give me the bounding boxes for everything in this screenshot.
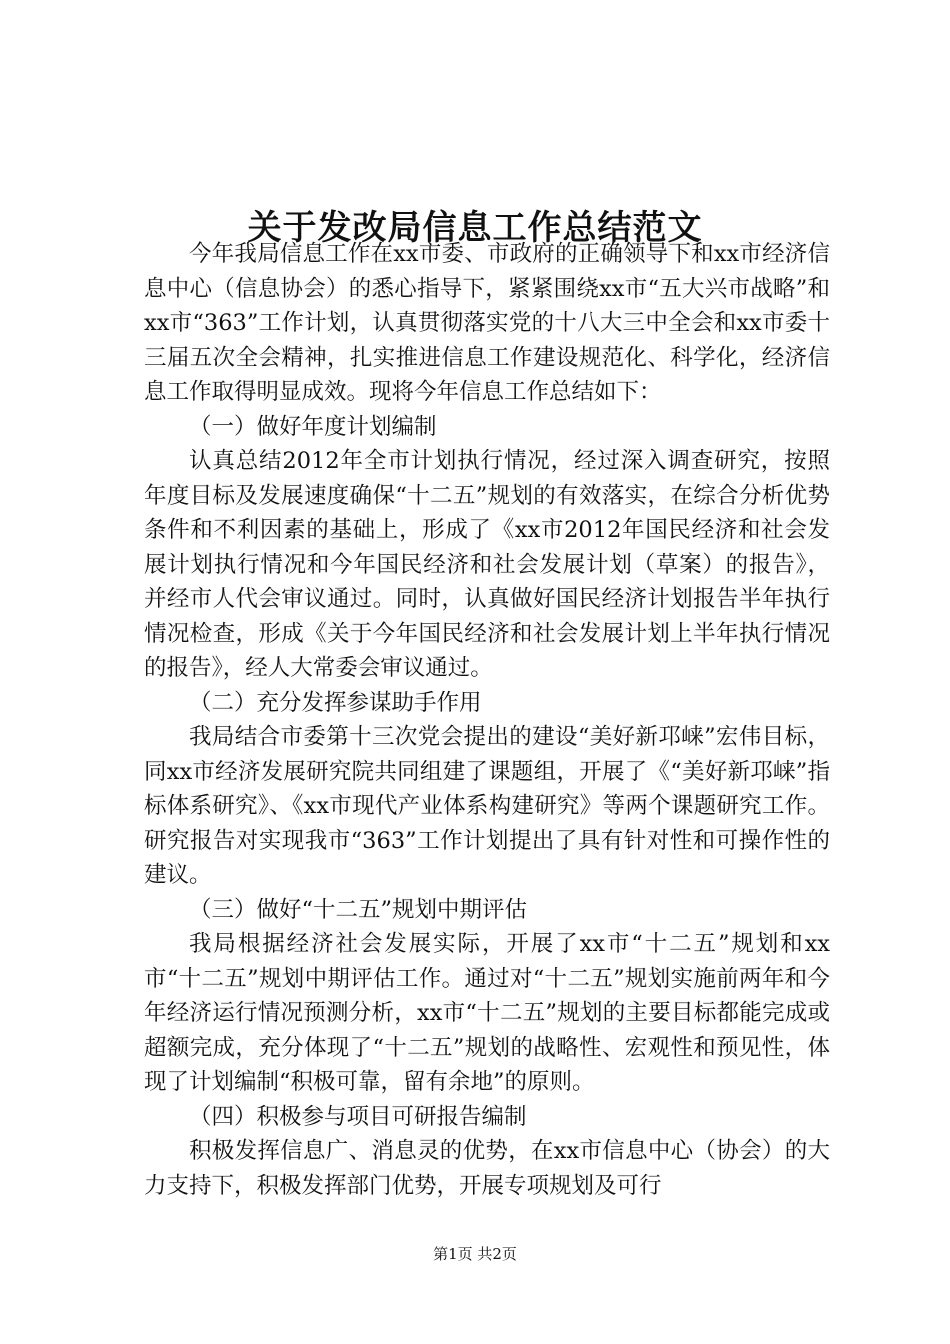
section-paragraph-4: 积极发挥信息广、消息灵的优势，在xx市信息中心（协会）的大力支持下，积极发挥部门优势，开展专项规划及可行: [144, 1138, 830, 1199]
page-footer: 第1页 共2页: [433, 1245, 517, 1263]
section-heading-3: （三）做好“十二五”规划中期评估: [189, 896, 528, 923]
section-paragraph-3: 我局根据经济社会发展实际，开展了xx市“十二五”规划和xx市“十二五”规划中期评估工作。通过对“十二五”规划实施前两年和今年经济运行情况预测分析，xx市“十二五”规划的主要目标都能完成或超额完成，充分体现了“十二五”规划的战略性、宏观性和预见性，体现了计划编制“积极可靠，留有余地”的原则。: [144, 931, 830, 1095]
document-body: [144, 237, 830, 1203]
section-heading-2: （二）充分发挥参谋助手作用: [189, 689, 482, 716]
section-paragraph-2: 我局结合市委第十三次党会提出的建设“美好新邛崃”宏伟目标，同xx市经济发展研究院共同组建了课题组，开展了《“美好新邛崃”指标体系研究》、《xx市现代产业体系构建研究》等两个课题研究工作。研究报告对实现我市“363”工作计划提出了具有针对性和可操作性的建议。: [144, 724, 830, 888]
document-title: 关于发改局信息工作总结范文: [247, 207, 703, 248]
section-heading-4: （四）积极参与项目可研报告编制: [189, 1103, 527, 1130]
intro-paragraph: 今年我局信息工作在xx市委、市政府的正确领导下和xx市经济信息中心（信息协会）的悉心指导下，紧紧围绕xx市“五大兴市战略”和xx市“363”工作计划，认真贯彻落实党的十八大三中全会和xx市委十三届五次全会精神，扎实推进信息工作建设规范化、科学化，经济信息工作取得明显成效。现将今年信息工作总结如下：: [144, 241, 830, 405]
section-heading-1: （一）做好年度计划编制: [189, 413, 437, 440]
section-paragraph-1: 认真总结2012年全市计划执行情况，经过深入调查研究，按照年度目标及发展速度确保“十二五”规划的有效落实，在综合分析优势条件和不利因素的基础上，形成了《xx市2012年国民经济和社会发展计划执行情况和今年国民经济和社会发展计划（草案）的报告》，并经市人代会审议通过。同时，认真做好国民经济计划报告半年执行情况检查，形成《关于今年国民经济和社会发展计划上半年执行情况的报告》，经人大常委会审议通过。: [144, 448, 830, 681]
